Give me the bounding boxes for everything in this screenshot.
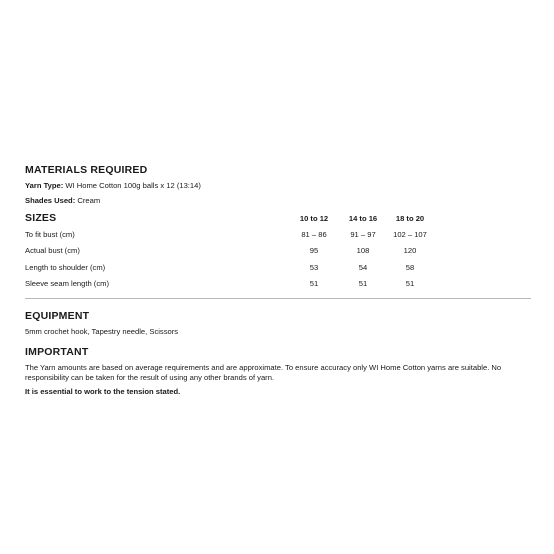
size-column-3: 18 to 20 [395,214,425,223]
tension-note: It is essential to work to the tension stated. [25,387,181,396]
row-value: 120 [403,246,417,255]
row-value: 108 [356,246,370,255]
shades-line [25,196,100,205]
section-divider [25,298,531,299]
yarn-type-value: WI Home Cotton 100g balls x 12 (13:14) [65,181,201,190]
materials-heading: MATERIALS REQUIRED [25,164,148,176]
sizes-header-row [25,212,435,226]
row-value: 91 – 97 [350,230,376,239]
table-row [25,246,435,258]
important-heading: IMPORTANT [25,346,89,358]
size-column-2: 14 to 16 [348,214,378,223]
row-value: 51 [405,279,415,288]
yarn-type-label: Yarn Type: [25,181,64,190]
row-value: 54 [358,263,368,272]
important-text: The Yarn amounts are based on average requirements and are approximate. To ensure accuracy only WI Home Cotton yarns are suitable. No responsibility can be taken for the result of using any other brands of yarn. [25,363,502,382]
table-row [25,279,435,291]
table-row [25,230,435,242]
row-value: 51 [358,279,368,288]
row-value: 58 [405,263,415,272]
shades-label: Shades Used: [25,196,76,205]
row-label: Sleeve seam length (cm) [25,279,109,288]
row-value: 102 – 107 [393,230,427,239]
row-value: 53 [309,263,319,272]
shades-value: Cream [77,196,101,205]
row-value: 95 [309,246,319,255]
equipment-heading: EQUIPMENT [25,310,90,322]
row-label: To fit bust (cm) [25,230,75,239]
row-value: 51 [309,279,319,288]
row-value: 81 – 86 [301,230,327,239]
row-label: Length to shoulder (cm) [25,263,106,272]
row-label: Actual bust (cm) [25,246,80,255]
yarn-type-line [25,181,201,190]
equipment-text: 5mm crochet hook, Tapestry needle, Scissors [25,327,179,336]
sizes-heading: SIZES [25,212,57,224]
size-column-1: 10 to 12 [299,214,329,223]
table-row [25,263,435,275]
